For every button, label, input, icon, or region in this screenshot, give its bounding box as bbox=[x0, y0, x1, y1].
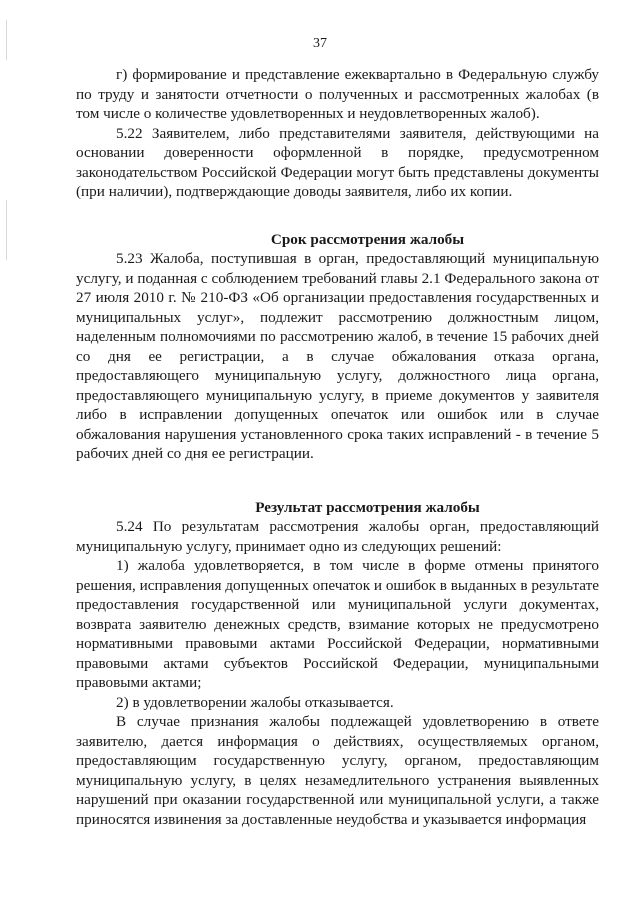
paragraph-5-24: 5.24 По результатам рассмотрения жалобы орган, предоставляющий муниципальную услугу, принимает одно из следующих решений: bbox=[76, 518, 599, 555]
paragraph-reporting: г) формирование и представление ежеквартально в Федеральную службу по труду и занятости отчетности о полученных и рассмотренных жалобах (в том числе о количестве удовлетворенных и неудовлетворенных жалоб). bbox=[76, 66, 599, 122]
decision-item-1: 1) жалоба удовлетворяется, в том числе в форме отмены принятого решения, исправления допущенных опечаток и ошибок в выданных в результате предоставления государственной или муниципальной услуги документах, возврата заявителю денежных средств, взимание которых не предусмотрено нормативными правовыми актами Российской Федерации, нормативными правовыми актами субъектов Российской Федерации, муниципальными правовыми актами; bbox=[76, 557, 599, 691]
decision-item-2: 2) в удовлетворении жалобы отказывается. bbox=[116, 693, 394, 711]
section-heading-review-result: Результат рассмотрения жалобы bbox=[255, 498, 480, 516]
paragraph-5-23: 5.23 Жалоба, поступившая в орган, предоставляющий муниципальную услугу, и поданная с соблюдением требований главы 2.1 Федерального закона от 27 июля 2010 г. № 210-ФЗ «Об организации предоставления государственных и муниципальных услуг», подлежит рассмотрению должностным лицом, наделенным полномочиями по рассмотрению жалоб, в течение 15 рабочих дней со дня ее регистрации, а в случае обжалования отказа органа, предоставляющего муниципальную услугу, должностного лица органа, предоставляющего муниципальную услугу, в приеме документов у заявителя либо в исправлении допущенных опечаток или ошибок или в случае обжалования нарушения установленного срока таких исправлений - в течение 5 рабочих дней со дня ее регистрации. bbox=[76, 250, 599, 462]
page-number: 37 bbox=[313, 36, 327, 51]
paragraph-response-info: В случае признания жалобы подлежащей удовлетворению в ответе заявителю, дается информация о действиях, осуществляемых органом, предоставляющим государственную услугу, органом, предоставляющим муниципальную услугу, в целях незамедлительного устранения выявленных нарушений при оказании государственной или муниципальной услуги, а также приносятся извинения за доставленные неудобства и указывается информация bbox=[76, 713, 599, 828]
scan-edge-mark bbox=[6, 200, 7, 260]
section-heading-review-period: Срок рассмотрения жалобы bbox=[270, 230, 465, 248]
paragraph-5-22: 5.22 Заявителем, либо представителями заявителя, действующими на основании доверенности оформленной в порядке, предусмотренном законодательством Российской Федерации могут быть представлены документы (при наличии), подтверждающие доводы заявителя, либо их копии. bbox=[76, 124, 599, 200]
document-body bbox=[76, 65, 599, 829]
